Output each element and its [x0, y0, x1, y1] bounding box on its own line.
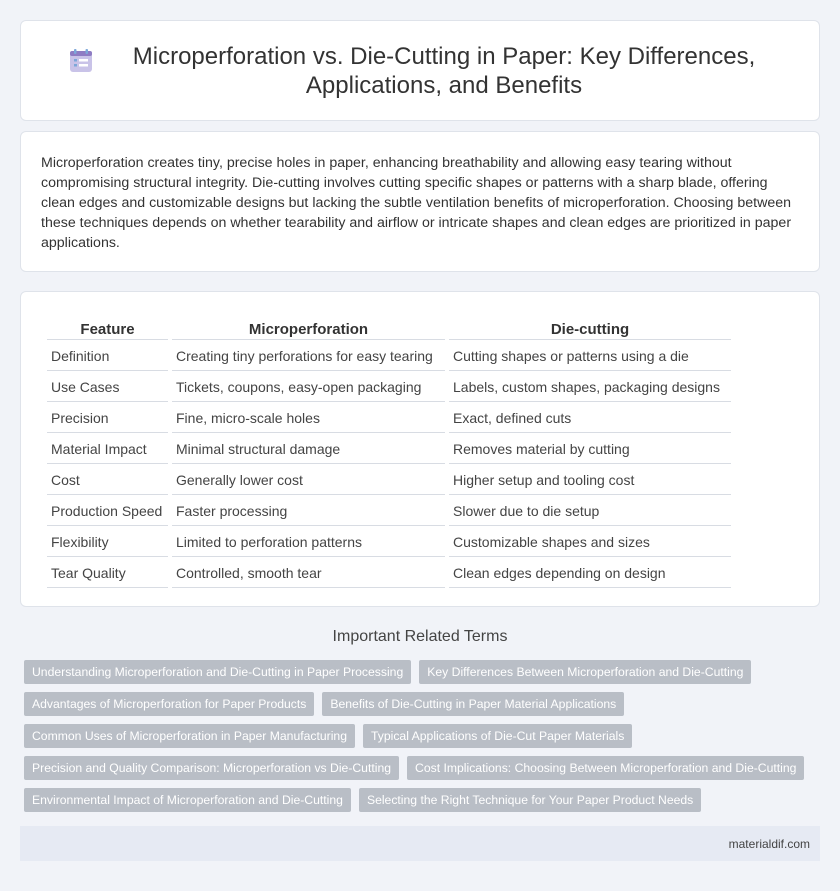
table-row — [47, 497, 731, 526]
table-cell: Labels, custom shapes, packaging designs — [449, 373, 731, 402]
tag-row — [20, 660, 820, 684]
table-cell: Slower due to die setup — [449, 497, 731, 526]
table-cell: Production Speed — [47, 497, 168, 526]
table-cell: Precision — [47, 404, 168, 433]
related-term-tag[interactable]: Precision and Quality Comparison: Microperforation vs Die-Cutting — [24, 756, 399, 780]
table-row — [47, 466, 731, 495]
table-cell: Creating tiny perforations for easy tearing — [172, 342, 445, 371]
table-row — [47, 373, 731, 402]
tag-row — [20, 724, 820, 748]
table-row — [47, 342, 731, 371]
table-cell: Tickets, coupons, easy-open packaging — [172, 373, 445, 402]
table-row — [47, 404, 731, 433]
related-term-tag[interactable]: Key Differences Between Microperforation and Die-Cutting — [419, 660, 751, 684]
table-header-row — [47, 318, 731, 340]
table-row — [47, 435, 731, 464]
table-cell: Flexibility — [47, 528, 168, 557]
table-cell: Cutting shapes or patterns using a die — [449, 342, 731, 371]
table-cell: Material Impact — [47, 435, 168, 464]
tag-row — [20, 788, 820, 812]
table-cell: Tear Quality — [47, 559, 168, 588]
table-cell: Faster processing — [172, 497, 445, 526]
table-row — [47, 528, 731, 557]
table-row — [47, 559, 731, 588]
table-cell: Controlled, smooth tear — [172, 559, 445, 588]
table-cell: Definition — [47, 342, 168, 371]
related-term-tag[interactable]: Environmental Impact of Microperforation and Die-Cutting — [24, 788, 351, 812]
document-list-icon — [66, 46, 96, 76]
footer — [20, 826, 820, 861]
column-header-microperforation: Microperforation — [172, 318, 445, 340]
table-cell: Generally lower cost — [172, 466, 445, 495]
table-cell: Minimal structural damage — [172, 435, 445, 464]
tag-row — [20, 692, 820, 716]
table-cell: Exact, defined cuts — [449, 404, 731, 433]
table-cell: Limited to perforation patterns — [172, 528, 445, 557]
table-cell: Customizable shapes and sizes — [449, 528, 731, 557]
table-cell: Higher setup and tooling cost — [449, 466, 731, 495]
related-term-tag[interactable]: Cost Implications: Choosing Between Microperforation and Die-Cutting — [407, 756, 804, 780]
comparison-table — [43, 316, 735, 590]
column-header-feature: Feature — [47, 318, 168, 340]
related-term-tag[interactable]: Understanding Microperforation and Die-Cutting in Paper Processing — [24, 660, 411, 684]
table-cell: Fine, micro-scale holes — [172, 404, 445, 433]
related-terms-tags — [20, 660, 820, 820]
column-header-die-cutting: Die-cutting — [449, 318, 731, 340]
related-term-tag[interactable]: Selecting the Right Technique for Your Paper Product Needs — [359, 788, 701, 812]
header-card — [20, 20, 820, 121]
related-terms-title: Important Related Terms — [332, 628, 508, 645]
intro-text: Microperforation creates tiny, precise holes in paper, enhancing breathability and allowing easy tearing without compromising structural integrity. Die-cutting involves cutting specific shapes or patterns with a sharp blade, offering clean edges and customizable designs but lacking the subtle ventilation benefits of microperforation. Choosing between these techniques depends on whether tearability and airflow or intricate shapes and clean edges are prioritized in paper applications. — [41, 155, 792, 251]
footer-site-name[interactable]: materialdif.com — [728, 836, 810, 851]
title-wrap — [66, 42, 774, 100]
related-term-tag[interactable]: Common Uses of Microperforation in Paper Manufacturing — [24, 724, 355, 748]
related-term-tag[interactable]: Typical Applications of Die-Cut Paper Materials — [363, 724, 632, 748]
tag-row — [20, 756, 820, 780]
table-cell: Use Cases — [47, 373, 168, 402]
table-cell: Clean edges depending on design — [449, 559, 731, 588]
comparison-table-card — [20, 291, 820, 607]
table-cell: Removes material by cutting — [449, 435, 731, 464]
page-title: Microperforation vs. Die-Cutting in Paper: Key Differences, Applications, and Benefits — [132, 42, 756, 99]
related-term-tag[interactable]: Benefits of Die-Cutting in Paper Material Applications — [322, 692, 624, 716]
intro-card — [20, 131, 820, 272]
related-term-tag[interactable]: Advantages of Microperforation for Paper Products — [24, 692, 314, 716]
table-cell: Cost — [47, 466, 168, 495]
